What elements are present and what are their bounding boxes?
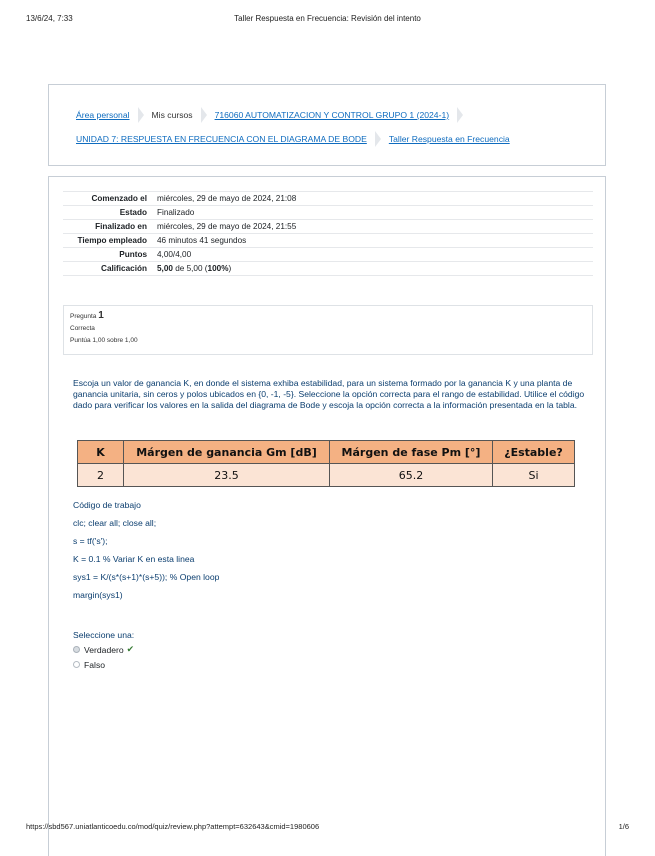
summary-row-grade bbox=[63, 262, 593, 276]
summary-label: Calificación bbox=[101, 264, 147, 273]
question-score: Puntúa 1,00 sobre 1,00 bbox=[70, 337, 138, 344]
summary-label: Comenzado el bbox=[91, 194, 147, 203]
option-label: Falso bbox=[84, 659, 106, 670]
summary-row-state bbox=[63, 206, 593, 220]
breadcrumb-separator bbox=[138, 107, 144, 123]
summary-label: Estado bbox=[119, 208, 147, 217]
code-title: Código de trabajo bbox=[73, 500, 141, 510]
summary-value: 46 minutos 41 segundos bbox=[157, 236, 247, 245]
results-table bbox=[77, 440, 575, 487]
answer-prompt: Seleccione una: bbox=[73, 630, 135, 640]
question-text: Escoja un valor de ganancia K, en donde el sistema exhiba estabilidad, para un sistema formado por la ganancia K y una planta de ganancia unitaria, sin ceros y polos ubicados en {0, -1, -5}. Seleccione la opción correcta para el rango de estabilidad. Utilice el código dado para verificar los valores en la salida del diagrama de Bode y escoja la opción correcta a la información presentada en la tabla. bbox=[73, 378, 585, 410]
radio-icon[interactable] bbox=[73, 661, 80, 668]
col-header-gain-margin: Márgen de ganancia Gm [dB] bbox=[124, 441, 330, 464]
attempt-summary-table bbox=[63, 191, 593, 276]
question-info bbox=[63, 305, 593, 355]
breadcrumb-separator bbox=[201, 107, 207, 123]
breadcrumb-quiz[interactable]: Taller Respuesta en Frecuencia bbox=[388, 134, 510, 144]
breadcrumb-separator bbox=[375, 131, 381, 147]
breadcrumb-separator bbox=[457, 107, 463, 123]
col-header-phase-margin: Márgen de fase Pm [°] bbox=[330, 441, 493, 464]
radio-selected-icon[interactable] bbox=[73, 646, 80, 653]
summary-label: Finalizado en bbox=[95, 222, 147, 231]
option-label: Verdadero bbox=[84, 644, 124, 655]
working-code bbox=[73, 496, 219, 604]
grade-score: 5,00 bbox=[157, 264, 173, 273]
option-verdadero[interactable] bbox=[73, 642, 134, 657]
col-header-k: K bbox=[78, 441, 124, 464]
question-label: Pregunta bbox=[70, 313, 97, 320]
breadcrumb-area-personal[interactable]: Área personal bbox=[76, 110, 130, 120]
breadcrumb-course[interactable]: 716060 AUTOMATIZACION Y CONTROL GRUPO 1 (2024-1) bbox=[214, 110, 450, 120]
check-icon: ✔ bbox=[126, 644, 135, 654]
answer-block bbox=[73, 628, 134, 672]
summary-row-finished bbox=[63, 220, 593, 234]
summary-label: Tiempo empleado bbox=[77, 236, 147, 245]
cell-stable: Si bbox=[493, 464, 575, 487]
code-line: clc; clear all; close all; bbox=[73, 518, 157, 528]
summary-row-started bbox=[63, 192, 593, 206]
table-row bbox=[78, 464, 575, 487]
summary-value: 4,00/4,00 bbox=[157, 250, 192, 259]
cell-k: 2 bbox=[78, 464, 124, 487]
col-header-stable: ¿Estable? bbox=[493, 441, 575, 464]
summary-value: miércoles, 29 de mayo de 2024, 21:08 bbox=[157, 194, 297, 203]
code-line: s = tf('s'); bbox=[73, 536, 108, 546]
grade-percent: 100% bbox=[207, 264, 229, 273]
breadcrumb bbox=[48, 84, 606, 166]
cell-gain-margin: 23.5 bbox=[124, 464, 330, 487]
summary-value: miércoles, 29 de mayo de 2024, 21:55 bbox=[157, 222, 297, 231]
grade-of: de 5,00 ( bbox=[175, 264, 208, 273]
option-falso[interactable] bbox=[73, 657, 134, 672]
code-line: sys1 = K/(s*(s+1)*(s+5)); % Open loop bbox=[73, 572, 220, 582]
summary-row-time bbox=[63, 234, 593, 248]
code-line: margin(sys1) bbox=[73, 590, 123, 600]
question-status: Correcta bbox=[70, 325, 95, 332]
print-url: https://sbd567.uniatlanticoedu.co/mod/quiz/review.php?attempt=632643&cmid=1980606 bbox=[26, 822, 320, 831]
code-line: K = 0.1 % Variar K en esta linea bbox=[73, 554, 195, 564]
results-header-row bbox=[78, 441, 575, 464]
print-title: Taller Respuesta en Frecuencia: Revisión del intento bbox=[234, 14, 421, 23]
summary-row-points bbox=[63, 248, 593, 262]
print-page-number: 1/6 bbox=[618, 822, 629, 831]
question-number: 1 bbox=[98, 310, 104, 321]
print-datetime: 13/6/24, 7:33 bbox=[26, 14, 73, 23]
quiz-review-region bbox=[48, 176, 606, 856]
breadcrumb-unit[interactable]: UNIDAD 7: RESPUESTA EN FRECUENCIA CON EL DIAGRAMA DE BODE bbox=[76, 134, 367, 144]
summary-grade-value bbox=[153, 262, 593, 276]
grade-close: ) bbox=[228, 264, 232, 273]
summary-value: Finalizado bbox=[157, 208, 195, 217]
cell-phase-margin: 65.2 bbox=[330, 464, 493, 487]
summary-label: Puntos bbox=[119, 250, 147, 259]
breadcrumb-mis-cursos: Mis cursos bbox=[151, 110, 193, 120]
